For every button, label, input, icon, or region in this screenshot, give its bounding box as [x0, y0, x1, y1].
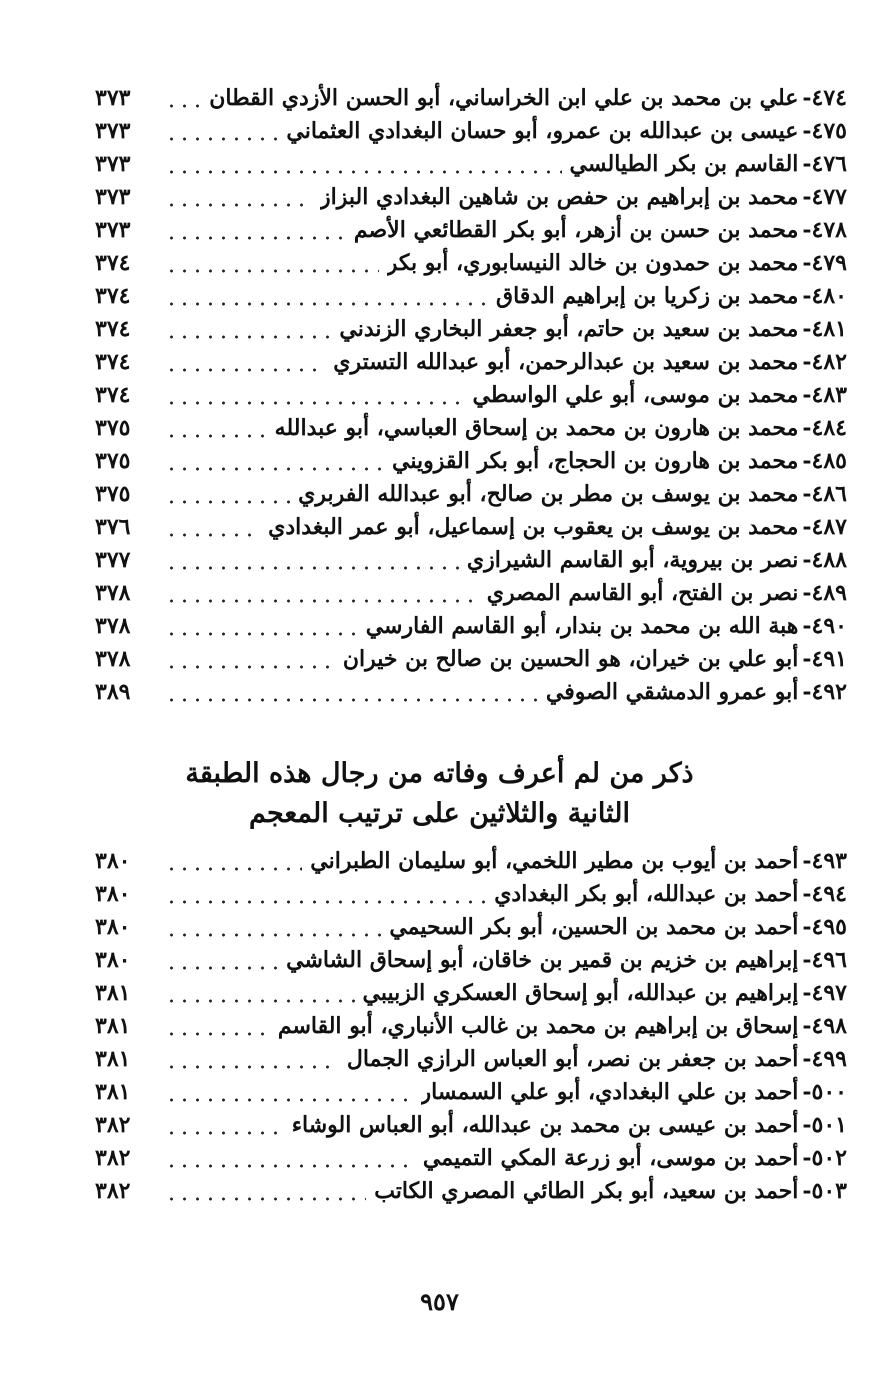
dot-leader: [165, 148, 562, 181]
dot-leader: [165, 280, 488, 313]
section-heading-line-1: ذكر من لم أعرف وفاته من رجال هذه الطبقة: [185, 758, 694, 789]
entry-title: محمد بن إبراهيم بن حفص بن شاهين البغدادي البزاز: [320, 184, 799, 210]
entry-number: ٤٩٦-: [802, 947, 847, 973]
entry-title: محمد بن سعيد بن عبدالرحمن، أبو عبدالله التستري: [333, 349, 799, 375]
entry-page-number: ٣٧٤: [95, 316, 131, 342]
entry-page-number: ٣٨١: [95, 1013, 131, 1039]
entry-title: أحمد بن جعفر بن نصر، أبو العباس الرازي الجمال: [346, 1046, 799, 1072]
toc-entry: [95, 247, 847, 280]
entry-page-number: ٣٧٧: [95, 547, 131, 573]
toc-entry: [95, 1109, 847, 1142]
toc-list-second: [95, 845, 847, 1208]
entry-number: ٤٧٧-: [802, 184, 847, 210]
entry-number: ٥٠١-: [802, 1112, 847, 1138]
toc-entry: [95, 845, 847, 878]
entry-title: نصر بن بيروية، أبو القاسم الشيرازي: [466, 547, 799, 573]
entry-page-number: ٣٧٥: [95, 448, 131, 474]
entry-title: محمد بن موسى، أبو علي الواسطي: [472, 382, 799, 408]
entry-title: أبو عمرو الدمشقي الصوفي: [545, 679, 799, 705]
dot-leader: [165, 944, 278, 977]
entry-title: إسحاق بن إبراهيم بن محمد بن غالب الأنباري، أبو القاسم: [277, 1013, 799, 1039]
entry-page-number: ٣٨٢: [95, 1178, 131, 1204]
entry-page-number: ٣٨٢: [95, 1145, 131, 1171]
entry-title: أحمد بن علي البغدادي، أبو علي السمسار: [420, 1079, 799, 1105]
entry-title: محمد بن يوسف بن يعقوب بن إسماعيل، أبو عمر البغدادي: [268, 514, 799, 540]
dot-leader: [165, 1142, 415, 1175]
toc-entry: [95, 1142, 847, 1175]
entry-page-number: ٣٧٤: [95, 283, 131, 309]
dot-leader: [165, 610, 358, 643]
toc-list-first: [95, 82, 847, 709]
toc-entry: [95, 911, 847, 944]
entry-number: ٤٨٠-: [802, 283, 847, 309]
entry-page-number: ٣٨٩: [95, 679, 131, 705]
entry-title: علي بن محمد بن علي ابن الخراساني، أبو الحسن الأزدي القطان: [209, 85, 799, 111]
entry-number: ٤٨٣-: [802, 382, 847, 408]
entry-page-number: ٣٧٣: [95, 184, 131, 210]
dot-leader: [165, 346, 325, 379]
toc-entry: [95, 445, 847, 478]
entry-title: نصر بن الفتح، أبو القاسم المصري: [486, 580, 799, 606]
entry-page-number: ٣٧٨: [95, 613, 131, 639]
entry-number: ٤٨٤-: [802, 415, 847, 441]
entry-page-number: ٣٧٤: [95, 382, 131, 408]
dot-leader: [165, 676, 538, 709]
dot-leader: [165, 1076, 413, 1109]
entry-page-number: ٣٧٣: [95, 151, 131, 177]
entry-title: أحمد بن عبدالله، أبو بكر البغدادي: [494, 881, 799, 907]
entry-title: إبراهيم بن خزيم بن قمير بن خاقان، أبو إسحاق الشاشي: [286, 947, 799, 973]
entry-number: ٤٧٥-: [802, 118, 847, 144]
entry-number: ٤٩٢-: [802, 679, 847, 705]
entry-page-number: ٣٨٠: [95, 914, 131, 940]
page-number: ٩٥٧: [420, 1287, 459, 1316]
entry-page-number: ٣٧٨: [95, 646, 131, 672]
entry-number: ٤٩٠-: [802, 613, 847, 639]
entry-number: ٤٨٩-: [802, 580, 847, 606]
entry-number: ٤٧٨-: [802, 217, 847, 243]
entry-page-number: ٣٨٢: [95, 1112, 131, 1138]
dot-leader: [165, 412, 267, 445]
entry-title: محمد بن هارون بن الحجاج، أبو بكر القزويني: [392, 448, 799, 474]
toc-entry: [95, 511, 847, 544]
entry-number: ٥٠٢-: [802, 1145, 847, 1171]
entry-page-number: ٣٨١: [95, 980, 131, 1006]
dot-leader: [165, 478, 290, 511]
toc-entry: [95, 148, 847, 181]
entry-page-number: ٣٨٠: [95, 881, 131, 907]
dot-leader: [165, 214, 346, 247]
entry-title: محمد بن سعيد بن حاتم، أبو جعفر البخاري الزندني: [339, 316, 799, 342]
dot-leader: [165, 1175, 366, 1208]
entry-page-number: ٣٨٠: [95, 848, 131, 874]
entry-title: أحمد بن محمد بن الحسين، أبو بكر السحيمي: [389, 914, 799, 940]
toc-entry: [95, 944, 847, 977]
dot-leader: [165, 1043, 339, 1076]
dot-leader: [165, 247, 379, 280]
entry-page-number: ٣٧٣: [95, 85, 131, 111]
toc-entry: [95, 412, 847, 445]
entry-number: ٤٨٧-: [802, 514, 847, 540]
toc-entry: [95, 379, 847, 412]
toc-entry: [95, 1010, 847, 1043]
entry-number: ٤٩٧-: [802, 980, 847, 1006]
entry-title: القاسم بن بكر الطيالسي: [569, 151, 799, 177]
dot-leader: [165, 445, 384, 478]
entry-page-number: ٣٧٤: [95, 349, 131, 375]
entry-number: ٤٨٢-: [802, 349, 847, 375]
toc-entry: [95, 643, 847, 676]
entry-number: ٤٩٨-: [802, 1013, 847, 1039]
dot-leader: [165, 379, 465, 412]
toc-entry: [95, 280, 847, 313]
dot-leader: [165, 181, 312, 214]
entry-page-number: ٣٧٣: [95, 118, 131, 144]
dot-leader: [165, 1010, 270, 1043]
toc-entry: [95, 1076, 847, 1109]
toc-entry: [95, 878, 847, 911]
entry-number: ٤٨٦-: [802, 481, 847, 507]
entry-page-number: ٣٨١: [95, 1079, 131, 1105]
entry-title: أحمد بن عيسى بن محمد بن عبدالله، أبو العباس الوشاء: [291, 1112, 799, 1138]
dot-leader: [165, 544, 459, 577]
dot-leader: [165, 82, 201, 115]
toc-entry: [95, 610, 847, 643]
entry-title: أحمد بن سعيد، أبو بكر الطائي المصري الكاتب: [374, 1178, 799, 1204]
dot-leader: [165, 643, 335, 676]
toc-entry: [95, 676, 847, 709]
toc-entry: [95, 1043, 847, 1076]
dot-leader: [165, 511, 260, 544]
entry-number: ٥٠٠-: [802, 1079, 847, 1105]
dot-leader: [165, 577, 479, 610]
entry-page-number: ٣٧٨: [95, 580, 131, 606]
entry-page-number: ٣٧٣: [95, 217, 131, 243]
entry-number: ٤٨١-: [802, 316, 847, 342]
entry-number: ٤٧٤-: [802, 85, 847, 111]
entry-title: محمد بن حسن بن أزهر، أبو بكر القطائعي الأصم: [353, 217, 799, 243]
toc-entry: [95, 313, 847, 346]
entry-number: ٥٠٣-: [802, 1178, 847, 1204]
entry-number: ٤٩٥-: [802, 914, 847, 940]
dot-leader: [165, 1109, 284, 1142]
entry-title: محمد بن زكريا بن إبراهيم الدقاق: [496, 283, 799, 309]
entry-title: محمد بن يوسف بن مطر بن صالح، أبو عبدالله الفربري: [298, 481, 799, 507]
toc-entry: [95, 82, 847, 115]
entry-number: ٤٨٨-: [802, 547, 847, 573]
toc-entry: [95, 544, 847, 577]
toc-entry: [95, 346, 847, 379]
toc-entry: [95, 478, 847, 511]
entry-title: محمد بن هارون بن محمد بن إسحاق العباسي، أبو عبدالله: [274, 415, 799, 441]
dot-leader: [165, 878, 486, 911]
entry-number: ٤٧٩-: [802, 250, 847, 276]
entry-title: أبو علي بن خيران، هو الحسين بن صالح بن خيران: [342, 646, 799, 672]
dot-leader: [165, 313, 331, 346]
entry-number: ٤٩١-: [802, 646, 847, 672]
entry-page-number: ٣٧٥: [95, 481, 131, 507]
entry-title: إبراهيم بن عبدالله، أبو إسحاق العسكري الزبيبي: [362, 980, 799, 1006]
dot-leader: [165, 115, 278, 148]
toc-entry: [95, 214, 847, 247]
entry-title: أحمد بن أيوب بن مطير اللخمي، أبو سليمان الطبراني: [310, 848, 799, 874]
entry-title: هبة الله بن محمد بن بندار، أبو القاسم الفارسي: [365, 613, 799, 639]
entry-number: ٤٨٥-: [802, 448, 847, 474]
toc-entry: [95, 1175, 847, 1208]
entry-number: ٤٩٩-: [802, 1046, 847, 1072]
entry-title: محمد بن حمدون بن خالد النيسابوري، أبو بكر: [386, 250, 799, 276]
dot-leader: [165, 977, 355, 1010]
entry-number: ٤٧٦-: [802, 151, 847, 177]
toc-entry: [95, 115, 847, 148]
dot-leader: [165, 911, 381, 944]
entry-number: ٤٩٣-: [802, 848, 847, 874]
entry-page-number: ٣٧٦: [95, 514, 131, 540]
entry-title: عيسى بن عبدالله بن عمرو، أبو حسان البغدادي العثماني: [286, 118, 799, 144]
toc-entry: [95, 577, 847, 610]
entry-page-number: ٣٨١: [95, 1046, 131, 1072]
entry-page-number: ٣٧٥: [95, 415, 131, 441]
toc-entry: [95, 181, 847, 214]
entry-page-number: ٣٨٠: [95, 947, 131, 973]
entry-page-number: ٣٧٤: [95, 250, 131, 276]
dot-leader: [165, 845, 302, 878]
section-heading-line-2: الثانية والثلاثين على ترتيب المعجم: [249, 798, 630, 829]
entry-title: أحمد بن موسى، أبو زرعة المكي التميمي: [422, 1145, 799, 1171]
toc-entry: [95, 977, 847, 1010]
entry-number: ٤٩٤-: [802, 881, 847, 907]
